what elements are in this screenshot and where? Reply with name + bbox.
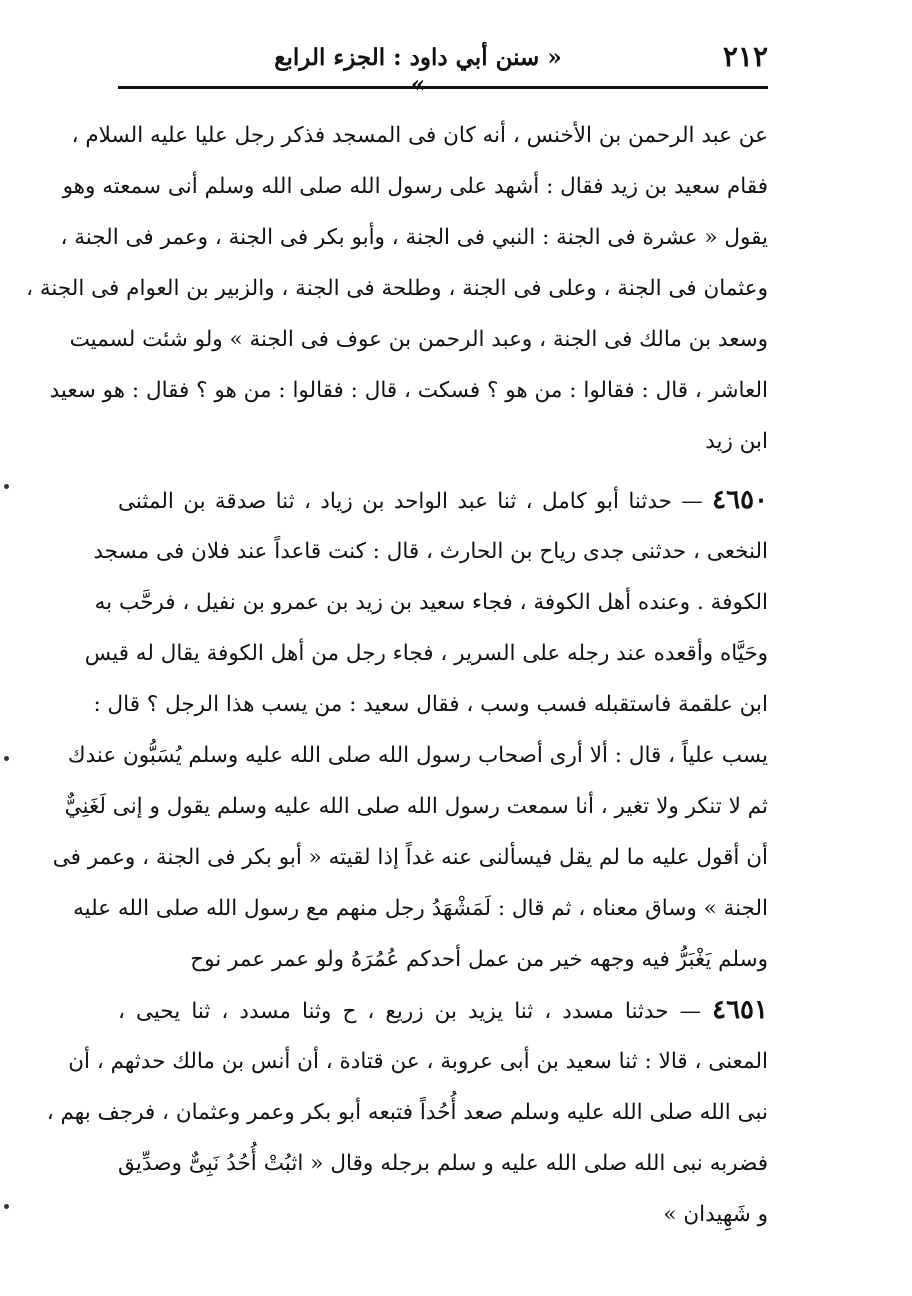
hadith-number: ٤٦٥٠	[712, 485, 768, 515]
page-header	[118, 36, 768, 98]
text-fragment: — حدثنا مسدد ، ثنا يزيد بن زريع ، ح وثنا مسدد ، ثنا يحيى ،	[118, 999, 702, 1024]
page-body	[26, 110, 768, 1240]
margin-speck	[4, 1204, 9, 1209]
text-line: يقول « عشرة فى الجنة : النبي فى الجنة ، وأبو بكر فى الجنة ، وعمر فى الجنة ،	[60, 225, 768, 250]
header-rule	[118, 86, 768, 89]
text-line: و شَهِيدان »	[663, 1202, 768, 1227]
text-line: وحَيَّاه وأقعده عند رجله على السرير ، فجاء رجل من أهل الكوفة يقال له قيس	[84, 641, 768, 666]
text-line: ابن علقمة فاستقبله فسب وسب ، فقال سعيد : من يسب هذا الرجل ؟ قال :	[93, 692, 768, 717]
text-line: يسب علياً ، قال : ألا أرى أصحاب رسول الله صلى الله عليه وسلم يُسَبُّون عندك	[67, 743, 768, 768]
text-line: ثم لا تنكر ولا تغير ، أنا سمعت رسول الله صلى الله عليه وسلم يقول و إنى لَغَنِيٌّ	[64, 794, 768, 819]
text-fragment: — حدثنا أبو كامل ، ثنا عبد الواحد بن زياد ، ثنا صدقة بن المثنى	[118, 489, 703, 514]
hadith-4651	[46, 985, 768, 1240]
margin-speck	[4, 484, 9, 489]
text-line-first	[118, 475, 768, 526]
text-line: فضربه نبى الله صلى الله عليه و سلم برجله وقال « اثبُتْ أُحُدُ نَبِىٌّ وصدِّيق	[118, 1151, 768, 1176]
hadith-number: ٤٦٥١	[712, 995, 768, 1025]
text-line: الكوفة . وعنده أهل الكوفة ، فجاء سعيد بن زيد بن عمرو بن نفيل ، فرحَّب به	[94, 590, 768, 615]
text-line-first	[118, 985, 768, 1036]
hadith-4650	[52, 475, 768, 985]
text-line: أن أقول عليه ما لم يقل فيسألنى عنه غداً إذا لقيته « أبو بكر فى الجنة ، وعمر فى	[52, 845, 768, 870]
text-line: النخعى ، حدثنى جدى رياح بن الحارث ، قال : كنت قاعداً عند فلان فى مسجد	[93, 539, 768, 564]
text-line: فقام سعيد بن زيد فقال : أشهد على رسول الله صلى الله وسلم أنى سمعته وهو	[62, 174, 768, 199]
margin-speck	[4, 756, 9, 761]
text-line: ابن زيد	[705, 429, 768, 454]
text-line: وسعد بن مالك فى الجنة ، وعبد الرحمن بن عوف فى الجنة » ولو شئت لسميت	[69, 327, 768, 352]
text-line: نبى الله صلى الله عليه وسلم صعد أُحُداً فتبعه أبو بكر وعمر وعثمان ، فرجف بهم ،	[46, 1100, 768, 1125]
text-line: الجنة » وساق معناه ، ثم قال : لَمَشْهَدُ رجل منهم مع رسول الله صلى الله عليه	[73, 896, 768, 921]
paragraph-1	[26, 110, 768, 467]
text-line: وعثمان فى الجنة ، وعلى فى الجنة ، وطلحة فى الجنة ، والزبير بن العوام فى الجنة ،	[26, 276, 768, 301]
page-number: ٢١٢	[722, 40, 768, 73]
text-line: المعنى ، قالا : ثنا سعيد بن أبى عروبة ، عن قتادة ، أن أنس بن مالك حدثهم ، أن	[68, 1049, 768, 1074]
text-line: وسلم يَغْبَرُّ فيه وجهه خير من عمل أحدكم عُمُرَهُ ولو عمر عمر نوح	[190, 947, 768, 972]
running-title: « سنن أبي داود : الجزء الرابع »	[274, 44, 562, 98]
text-line: عن عبد الرحمن بن الأخنس ، أنه كان فى المسجد فذكر رجل عليا عليه السلام ،	[71, 123, 768, 148]
text-line: العاشر ، قال : فقالوا : من هو ؟ فسكت ، قال : فقالوا : من هو ؟ فقال : هو سعيد	[49, 378, 768, 403]
